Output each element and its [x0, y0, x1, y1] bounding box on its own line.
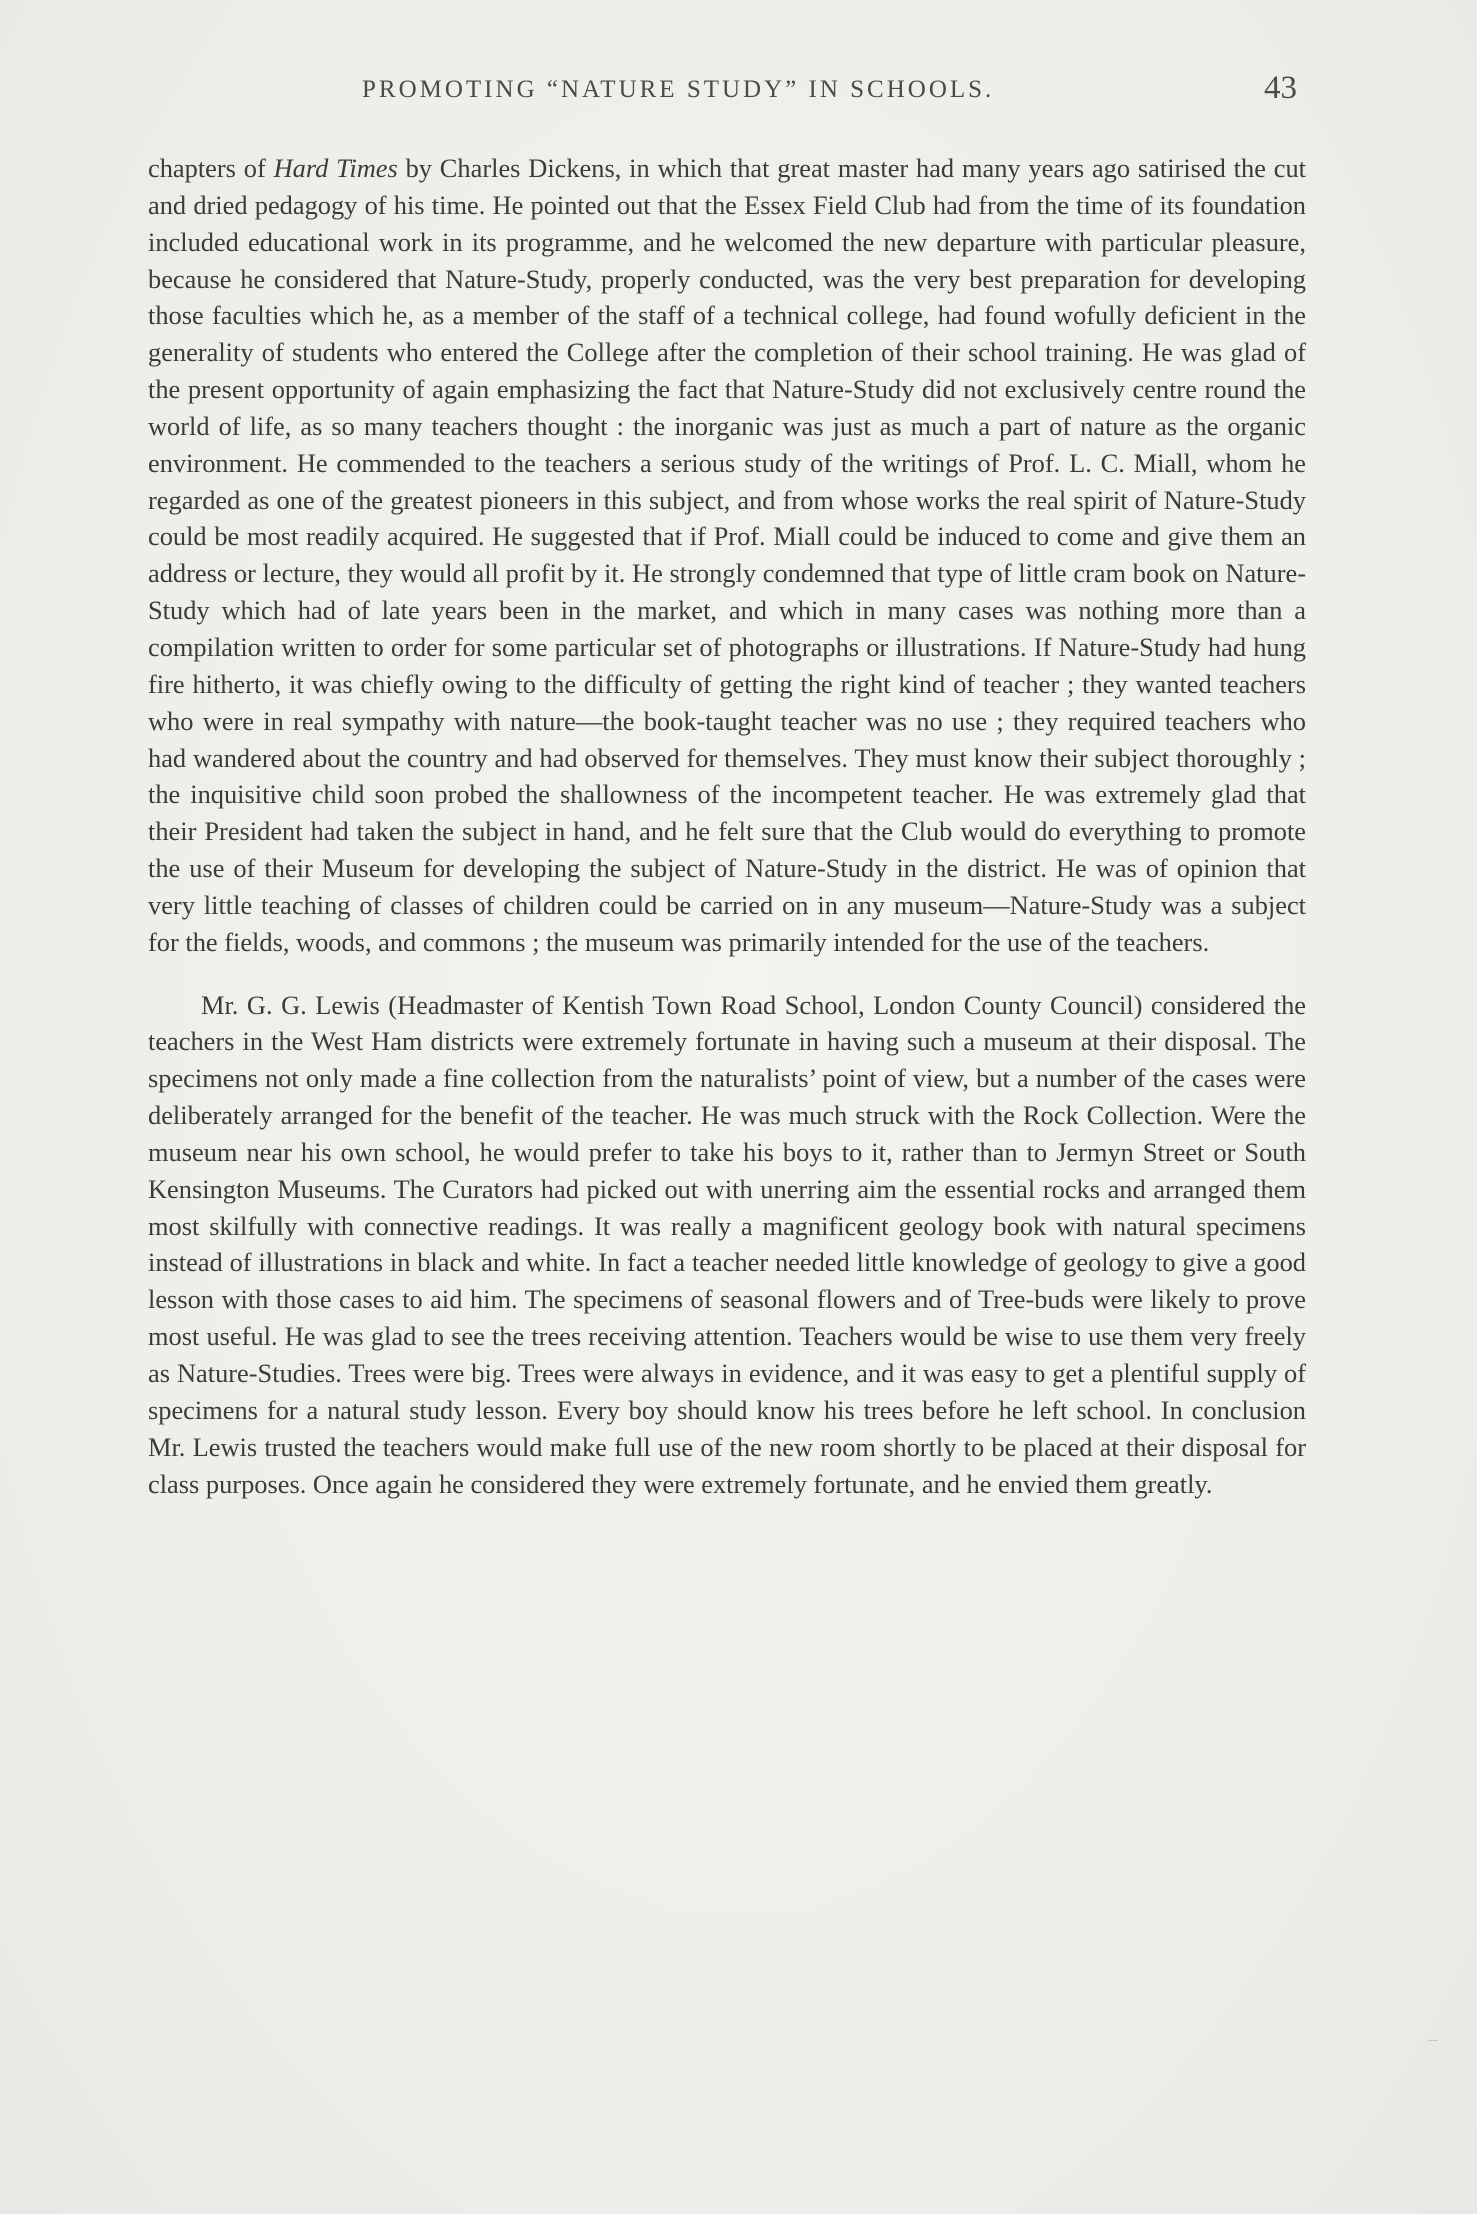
margin-mark [1428, 2040, 1438, 2041]
para1-lead: chapters of [148, 153, 274, 183]
paragraph-1 [148, 150, 1306, 961]
paragraph-2: Mr. G. G. Lewis (Headmaster of Kentish Town Road School, London County Council) considered the teachers in the West Ham districts were extremely fortunate in having such a museum at their disposal. The specimens not only made a fine collection from the naturalists’ point of view, but a number of the cases were deliberately arranged for the benefit of the teacher. He was much struck with the Rock Collection. Were the museum near his own school, he would prefer to take his boys to it, rather than to Jermyn Street or South Kensington Museums. The Curators had picked out with unerring aim the essential rocks and arranged them most skilfully with connective readings. It was really a magnificent geology book with natural specimens instead of illustrations in black and white. In fact a teacher needed little knowledge of geology to give a good lesson with those cases to aid him. The specimens of seasonal flowers and of Tree-buds were likely to prove most useful. He was glad to see the trees receiving attention. Teachers would be wise to use them very freely as Nature-Studies. Trees were big. Trees were always in evidence, and it was easy to get a plentiful supply of specimens for a natural study lesson. Every boy should know his trees before he left school. In conclusion Mr. Lewis trusted the teachers would make full use of the new room shortly to be placed at their disposal for class purposes. Once again he considered they were extremely fortunate, and he envied them greatly. [148, 989, 1306, 1499]
book-title: Hard Times [273, 153, 398, 183]
running-head: PROMOTING “NATURE STUDY” IN SCHOOLS. [362, 76, 995, 103]
para1-rest: by Charles Dickens, in which that great master had many years ago satirised the cut and dried pedagogy of his time. He pointed out that the Essex Field Club had from the time of its foundation included educational work in its programme, and he welcomed the new departure with particular pleasure, because he considered that Nature-Study, properly conducted, was the very best preparation for developing those faculties which he, as a member of the staff of a technical college, had found wofully deficient in the generality of students who entered the College after the completion of their school training. He was glad of the present opportunity of again emphasizing the fact that Nature-Study did not exclusively centre round the world of life, as so many teachers thought : the inorganic was just as much a part of nature as the organic environment. He commended to the teachers a serious study of the writings of Prof. L. C. Miall, whom he regarded as one of the greatest pioneers in this subject, and from whose works the real spirit of Nature-Study could be most readily acquired. He suggested that if Prof. Miall could be induced to come and give them an address or lecture, they would all profit by it. He strongly condemned that type of little cram book on Nature-Study which had of late years been in the market, and which in many cases was nothing more than a compilation written to order for some particular set of photographs or illustrations. If Nature-Study had hung fire hitherto, it was chiefly owing to the difficulty of getting the right kind of teacher ; they wanted teachers who were in real sympathy with nature—the book-taught teacher was no use ; they required teachers who had wandered about the country and had observed for themselves. They must know their subject thoroughly ; the inquisitive child soon probed the shallowness of the incompetent teacher. He was extremely glad that their President had taken the subject in hand, and he felt sure that the Club would do everything to promote the use of their Museum for developing the subject of Nature-Study in the district. He was of opinion that very little teaching of classes of children could be carried on in any museum—Nature-Study was a subject for the fields, woods, and commons ; the museum was primarily intended for the use of the teachers. [148, 153, 1306, 957]
body-text [148, 150, 1306, 1502]
page-number: 43 [1264, 70, 1297, 106]
